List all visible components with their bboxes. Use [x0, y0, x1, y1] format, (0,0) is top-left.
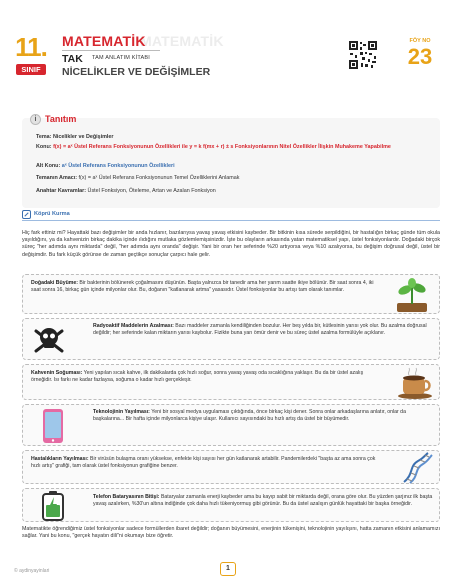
- tanim-row-amac: Temanın Amacı: f(x) = aˣ Üstel Referans Fonksiyonunun Temel Özelliklerini Anlamak: [36, 175, 240, 181]
- sheet-label: FÖY NO: [409, 38, 431, 44]
- intro-paragraph: Hiç fark ettiniz mi? Hayattaki bazı değişimler bir anda hızlanır, bazılarıysa yavaş yavaş etkisini kaybeder. Bir bitkinin kısa sürede serpildiğini, bir hastalığın birkaç günde tüm okula yayıldığını, ya da kahvenizin birkaç dakika içinde ılıdığını mutlaka gözlemlemişsinizdir. İşte bu olayların arkasında yatan matematiksel yapı, üstel fonksiyonlardır. Doğadaki birçok süreç "her adımda aynı miktarda" değil, "her adımda aynı oranda" değişir. Yani bir oran her seferinde %20 artıyorsa veya %10 azalıyorsa, bu değişim doğrusal değil, üstel bir değişimdir. Bu fark küçük görünse de zaman geçtikçe sonuçlar çarpıcı hale gelir.: [22, 230, 440, 258]
- card-text: Radyoaktif Maddelerin Azalması: Bazı maddeler zamanla kendiliğinden bozulur. Her beş yılda bir, kütlesinin yarısı yok olur. Bu azalma doğrusal değildir; her seferinde kalan miktarın yarısı kaybolur. Fizikte buna yarı ömür denir ve bu süreç üstel azalma formülüyle açıklanır.: [93, 323, 427, 336]
- subject-ghost-title: MATEMATİK: [140, 33, 224, 49]
- battery-icon: [41, 491, 65, 521]
- tanim-heading: [30, 111, 76, 127]
- grade-label: SINIF: [16, 64, 46, 75]
- plant-icon: [389, 277, 435, 313]
- dna-icon: [399, 452, 433, 484]
- kopru-kurma-tag: [22, 209, 70, 219]
- tanim-row-tema: Tema: Nicelikler ve Değişimler: [36, 134, 114, 140]
- subject-title: MATEMATİK: [62, 33, 146, 49]
- grade-badge: [10, 30, 52, 80]
- grade-number: 11.: [15, 32, 47, 62]
- card-text: Telefon Bataryasının Bitişi: Bataryalar zamanla enerji kaybeder ama bu kayıp sabit bir miktarda değil, orana göre olur. Bu yüzden şarjınız ilk başta yavaş azalırken, %30'un altına indiğinde çok daha hızlı tükeniyormuş gibi görünür. Bu da üstel azalışın günlük hayattaki bir başka örneğidir.: [93, 494, 433, 507]
- kopru-label: Köprü Kurma: [34, 211, 70, 217]
- page-header: [0, 0, 460, 84]
- topic-title: NİCELİKLER VE DEĞİŞİMLER: [62, 66, 211, 78]
- qr-code-icon[interactable]: [348, 40, 378, 70]
- card-text: Kahvenin Soğuması: Yeni yapılan sıcak kahve, ilk dakikalarda çok hızlı soğur, sonra yavaş yavaş oda sıcaklığına yaklaşır. Bu da bir üstel azalış örneğidir. Isı farkı ne kadar fazlaysa, soğuma o kadar hızlı gerçekleşir.: [31, 370, 364, 383]
- coffee-icon: [395, 366, 435, 400]
- footer-site: © aydinyayinlari: [14, 568, 50, 574]
- tanim-title: Tanıtım: [45, 114, 77, 124]
- example-card-disease: [22, 450, 440, 484]
- example-card-radioactive: [22, 318, 440, 360]
- example-card-coffee: [22, 364, 440, 400]
- tanim-row-alt-konu: Alt Konu: aˣ Üstel Referans Fonksiyonunun Özellikleri: [36, 163, 175, 169]
- series-name: TAK: [62, 53, 83, 65]
- card-text: Doğadaki Büyüme: Bir bakterinin bölünerek çoğalmasını düşünün. Başta yalnızca bir tanedir ama her yarım saatte ikiye bölünür. Bir saat sonra 4, iki saat sonra 16, birkaç gün içinde milyonlar olur. Bu, doğanın "katlanarak artma" yasasıdır. Üstel fonksiyonlar bu artışı tam olarak tanımlar.: [31, 280, 374, 293]
- card-text: Teknolojinin Yayılması: Yeni bir sosyal medya uygulaması çıktığında, önce birkaç kişi dener. Sonra onlar arkadaşlarına anlatır, onlar da başkalarına... Bir hafta içinde milyonlarca kişiye ulaşır. Kullanıcı sayısındaki bu hızlı artış da üstel bir büyümedir.: [93, 409, 406, 422]
- section-divider: [22, 220, 440, 221]
- series-subtitle: TAM ANLATIM KİTABI: [92, 55, 150, 61]
- header-divider: [62, 50, 160, 51]
- example-card-technology: [22, 404, 440, 446]
- sheet-number: 23: [407, 44, 433, 69]
- info-icon: i: [30, 114, 41, 125]
- page-number: 1: [220, 562, 236, 576]
- example-card-battery: [22, 488, 440, 522]
- outro-paragraph: Matematikte öğrendiğimiz üstel fonksiyonlar sadece formüllerden ibaret değildir; doğanın büyümesini, enerjinin tükenişini, teknolojinin yayılışını, hatta zamanın etkisini anlamamızı sağlar. Yani bu konu, "gerçek hayatın dili"ni okumayı bize öğretir.: [22, 526, 440, 540]
- link-icon: [22, 210, 31, 219]
- card-text: Hastalıkların Yayılması: Bir virüsün bulaşma oranı yüksekse, enfekte kişi sayısı her gün katlanarak artabilir. Pandemilerdeki "başta az ama sonra çok hızlı artış" grafiği, tam olarak üstel fonksiyonun grafiğine benzer.: [31, 456, 376, 469]
- tanim-row-kavramlar: Anahtar Kavramlar: Üstel Fonksiyon, Öteleme, Artan ve Azalan Fonksiyon: [36, 188, 216, 194]
- tanim-row-konu: Konu: f(x) = aˣ Üstel Referans Fonksiyonunun Özellikleri ile y = k f(mx + r) ± s Fonksiyonlarının Nitel Özellikler İlişkin Muhakeme Yapabilme: [36, 144, 391, 150]
- skull-icon: [31, 322, 67, 358]
- phone-icon: [41, 408, 65, 444]
- example-card-growth: [22, 274, 440, 314]
